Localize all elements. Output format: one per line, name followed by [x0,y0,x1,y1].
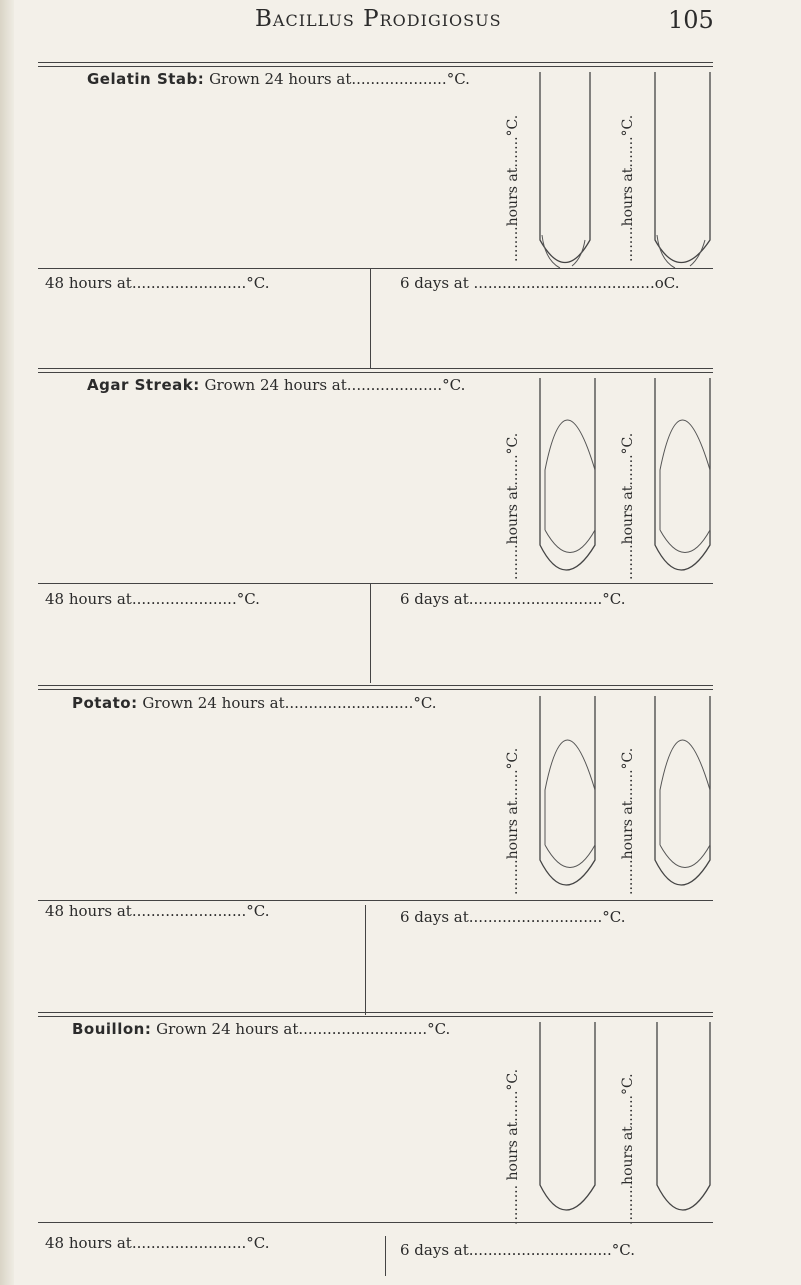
running-head: Bacillus Prodigiosus [255,6,502,32]
bouillon-tube1-label: ......... hours at.......°C. [505,1068,521,1225]
gelatin-grown-label: Grown 24 hours at....................°C. [209,70,470,88]
potato-grown-label: Grown 24 hours at...........................°C. [142,694,437,712]
agar-grown-label: Grown 24 hours at....................°C. [204,376,466,394]
potato-tube2-label: ........hours at.......°C. [620,747,636,895]
section-mid-rule [38,1222,713,1223]
agar-tube2-label: ........hours at.......°C. [620,432,636,580]
agar-6d-label: 6 days at............................°C. [400,590,626,608]
gelatin-tube2-label: ........hours at.......°C. [620,114,636,262]
bouillon-title: Bouillon: [72,1020,152,1038]
bouillon-48h-label: 48 hours at........................°C. [45,1234,270,1252]
bouillon-6d-label: 6 days at..............................°C. [400,1241,636,1259]
bouillon-grown-label: Grown 24 hours at...........................°C. [156,1020,451,1038]
potato-tube1-label: ........hours at.......°C. [505,747,521,895]
agar-tube1-label: ........hours at.......°C. [505,432,521,580]
bouillon-tube2-label: .........hours at.......°C. [620,1073,636,1225]
potato-6d-label: 6 days at............................°C. [400,908,626,926]
gelatin-title: Gelatin Stab: [87,70,205,88]
potato-title: Potato: [72,694,138,712]
potato-48h-label: 48 hours at........................°C. [45,902,270,920]
agar-48h-label: 48 hours at......................°C. [45,590,260,608]
page-number: 105 [668,6,714,34]
gelatin-tube1-label: ........hours at.......°C. [505,114,521,262]
gelatin-48h-label: 48 hours at........................°C. [45,274,270,292]
gelatin-6d-label: 6 days at ......................................oC. [400,274,680,292]
agar-title: Agar Streak: [87,376,200,394]
section-divider [385,1236,386,1276]
